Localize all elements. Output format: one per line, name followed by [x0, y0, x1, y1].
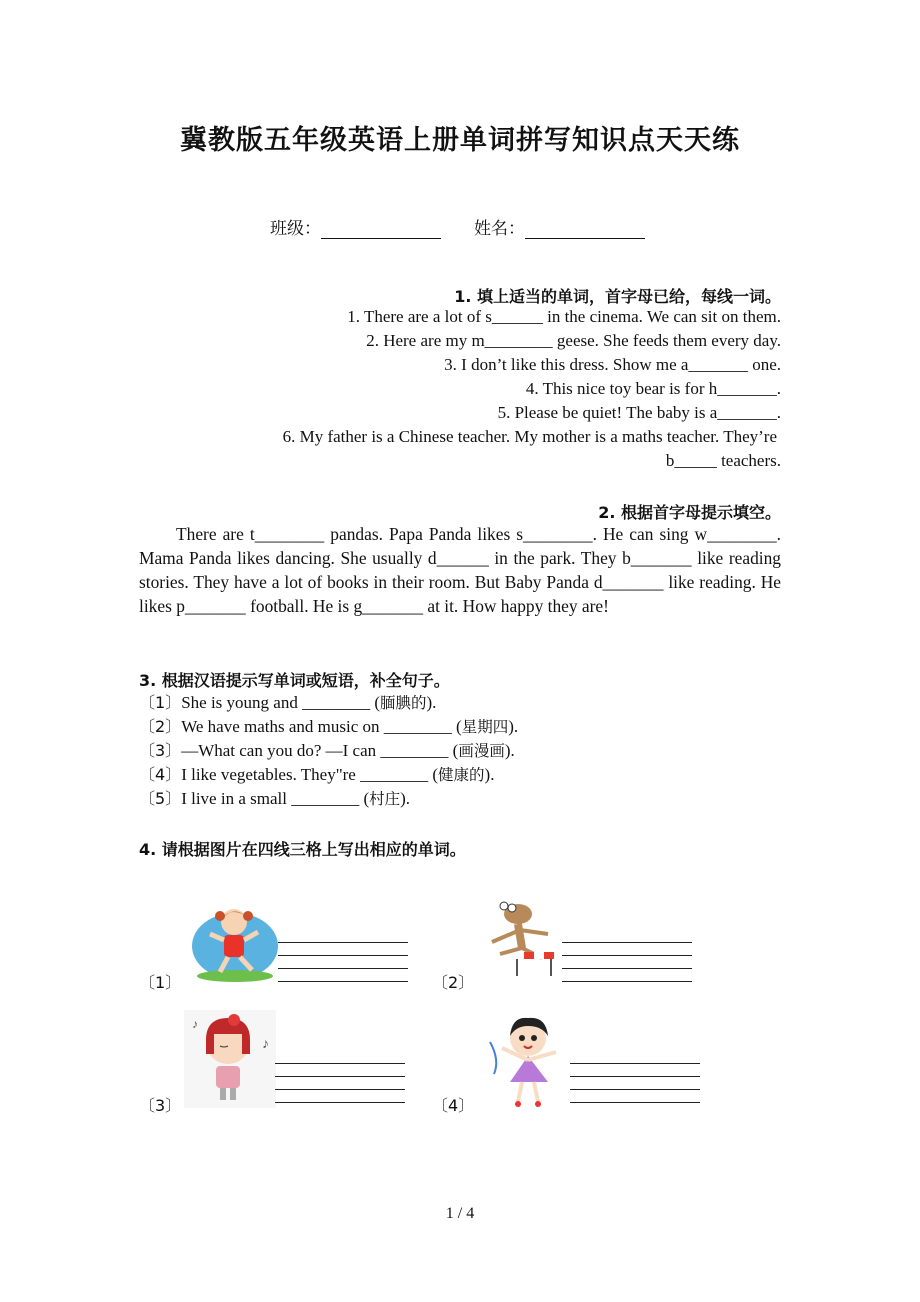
s3-item-text: She is young and ________ (: [181, 693, 380, 712]
s3-item-hint: 村庄: [369, 790, 401, 808]
page-number: 1 / 4: [445, 1205, 475, 1222]
s3-item-hint: 画漫画: [458, 742, 505, 760]
s3-item-text: —What can you do? —I can ________ (: [181, 741, 459, 760]
svg-text:♪: ♪: [192, 1017, 198, 1031]
s3-item-3: [139, 738, 515, 761]
s2-paragraph: [139, 522, 781, 618]
s1-line-2: 2. Here are my m________ geese. She feeds them every day.: [366, 331, 781, 350]
s2-paragraph-text: There are t________ pandas. Papa Panda likes s________. He can sing w________. Mama Panda likes dancing. She usually d______ in the park. They b_______ like reading stories. They have a lot of books in their room. But Baby Panda d_______ like reading. He likes p_______ football. He is g_______ at it. How happy they are!: [139, 524, 781, 616]
dog-hurdling-icon: [484, 896, 564, 984]
s3-item-num: 〔1〕: [139, 693, 182, 712]
s3-item-text: I live in a small ________ (: [181, 789, 370, 808]
class-field: [270, 214, 441, 239]
s1-line-5: 5. Please be quiet! The baby is a_______.: [497, 403, 781, 422]
s3-item-end: ).: [400, 789, 411, 808]
s4-item-3-num: 〔3〕: [139, 1096, 182, 1115]
s3-item-end: ).: [484, 765, 495, 784]
section-4-heading: 4. 请根据图片在四线三格上写出相应的单词。: [139, 840, 466, 859]
girl-dancing-icon: [486, 1012, 572, 1110]
s1-line-1: 1. There are a lot of s______ in the cinema. We can sit on them.: [347, 307, 781, 326]
page-title: 冀教版五年级英语上册单词拼写知识点天天练: [180, 125, 740, 156]
s3-item-hint: 星期四: [461, 718, 509, 736]
s3-item-4: [139, 762, 494, 785]
s1-line-7: b_____ teachers.: [665, 451, 781, 470]
s3-item-2: [139, 714, 518, 737]
s3-item-num: 〔4〕: [139, 765, 182, 784]
s4-item-4-num: 〔4〕: [432, 1096, 475, 1115]
s1-line-4: 4. This nice toy bear is for h_______.: [525, 379, 781, 398]
s3-item-end: ).: [504, 741, 515, 760]
svg-text:♪: ♪: [262, 1037, 269, 1052]
girl-singing-icon: [184, 1010, 276, 1108]
name-label: 姓名：: [474, 219, 525, 239]
s1-line-6: 6. My father is a Chinese teacher. My mother is a maths teacher. They’re: [282, 427, 777, 446]
s3-item-5: [139, 786, 410, 809]
section-3-heading: 3. 根据汉语提示写单词或短语，补全句子。: [139, 671, 450, 690]
s4-item-1-num: 〔1〕: [139, 973, 182, 992]
s3-item-end: ).: [426, 693, 437, 712]
name-field: [474, 214, 645, 239]
class-blank[interactable]: [321, 220, 441, 239]
s4-item-2-num: 〔2〕: [432, 973, 475, 992]
s3-item-num: 〔3〕: [139, 741, 182, 760]
s3-item-1: [139, 690, 436, 713]
s3-item-num: 〔5〕: [139, 789, 182, 808]
s3-item-hint: 腼腆的: [379, 694, 427, 712]
s1-line-3: 3. I don’t like this dress. Show me a_______ one.: [444, 355, 781, 374]
s3-item-end: ).: [508, 717, 519, 736]
girl-running-icon: [190, 902, 280, 984]
class-label: 班级：: [270, 219, 321, 239]
section-2-heading: 2. 根据首字母提示填空。: [598, 503, 781, 522]
s3-item-text: We have maths and music on ________ (: [181, 717, 462, 736]
s3-item-hint: 健康的: [438, 766, 485, 784]
s3-item-text: I like vegetables. They"re ________ (: [181, 765, 439, 784]
name-blank[interactable]: [525, 220, 645, 239]
s3-item-num: 〔2〕: [139, 717, 182, 736]
section-1-heading: 1. 填上适当的单词，首字母已给，每线一词。: [454, 287, 781, 306]
